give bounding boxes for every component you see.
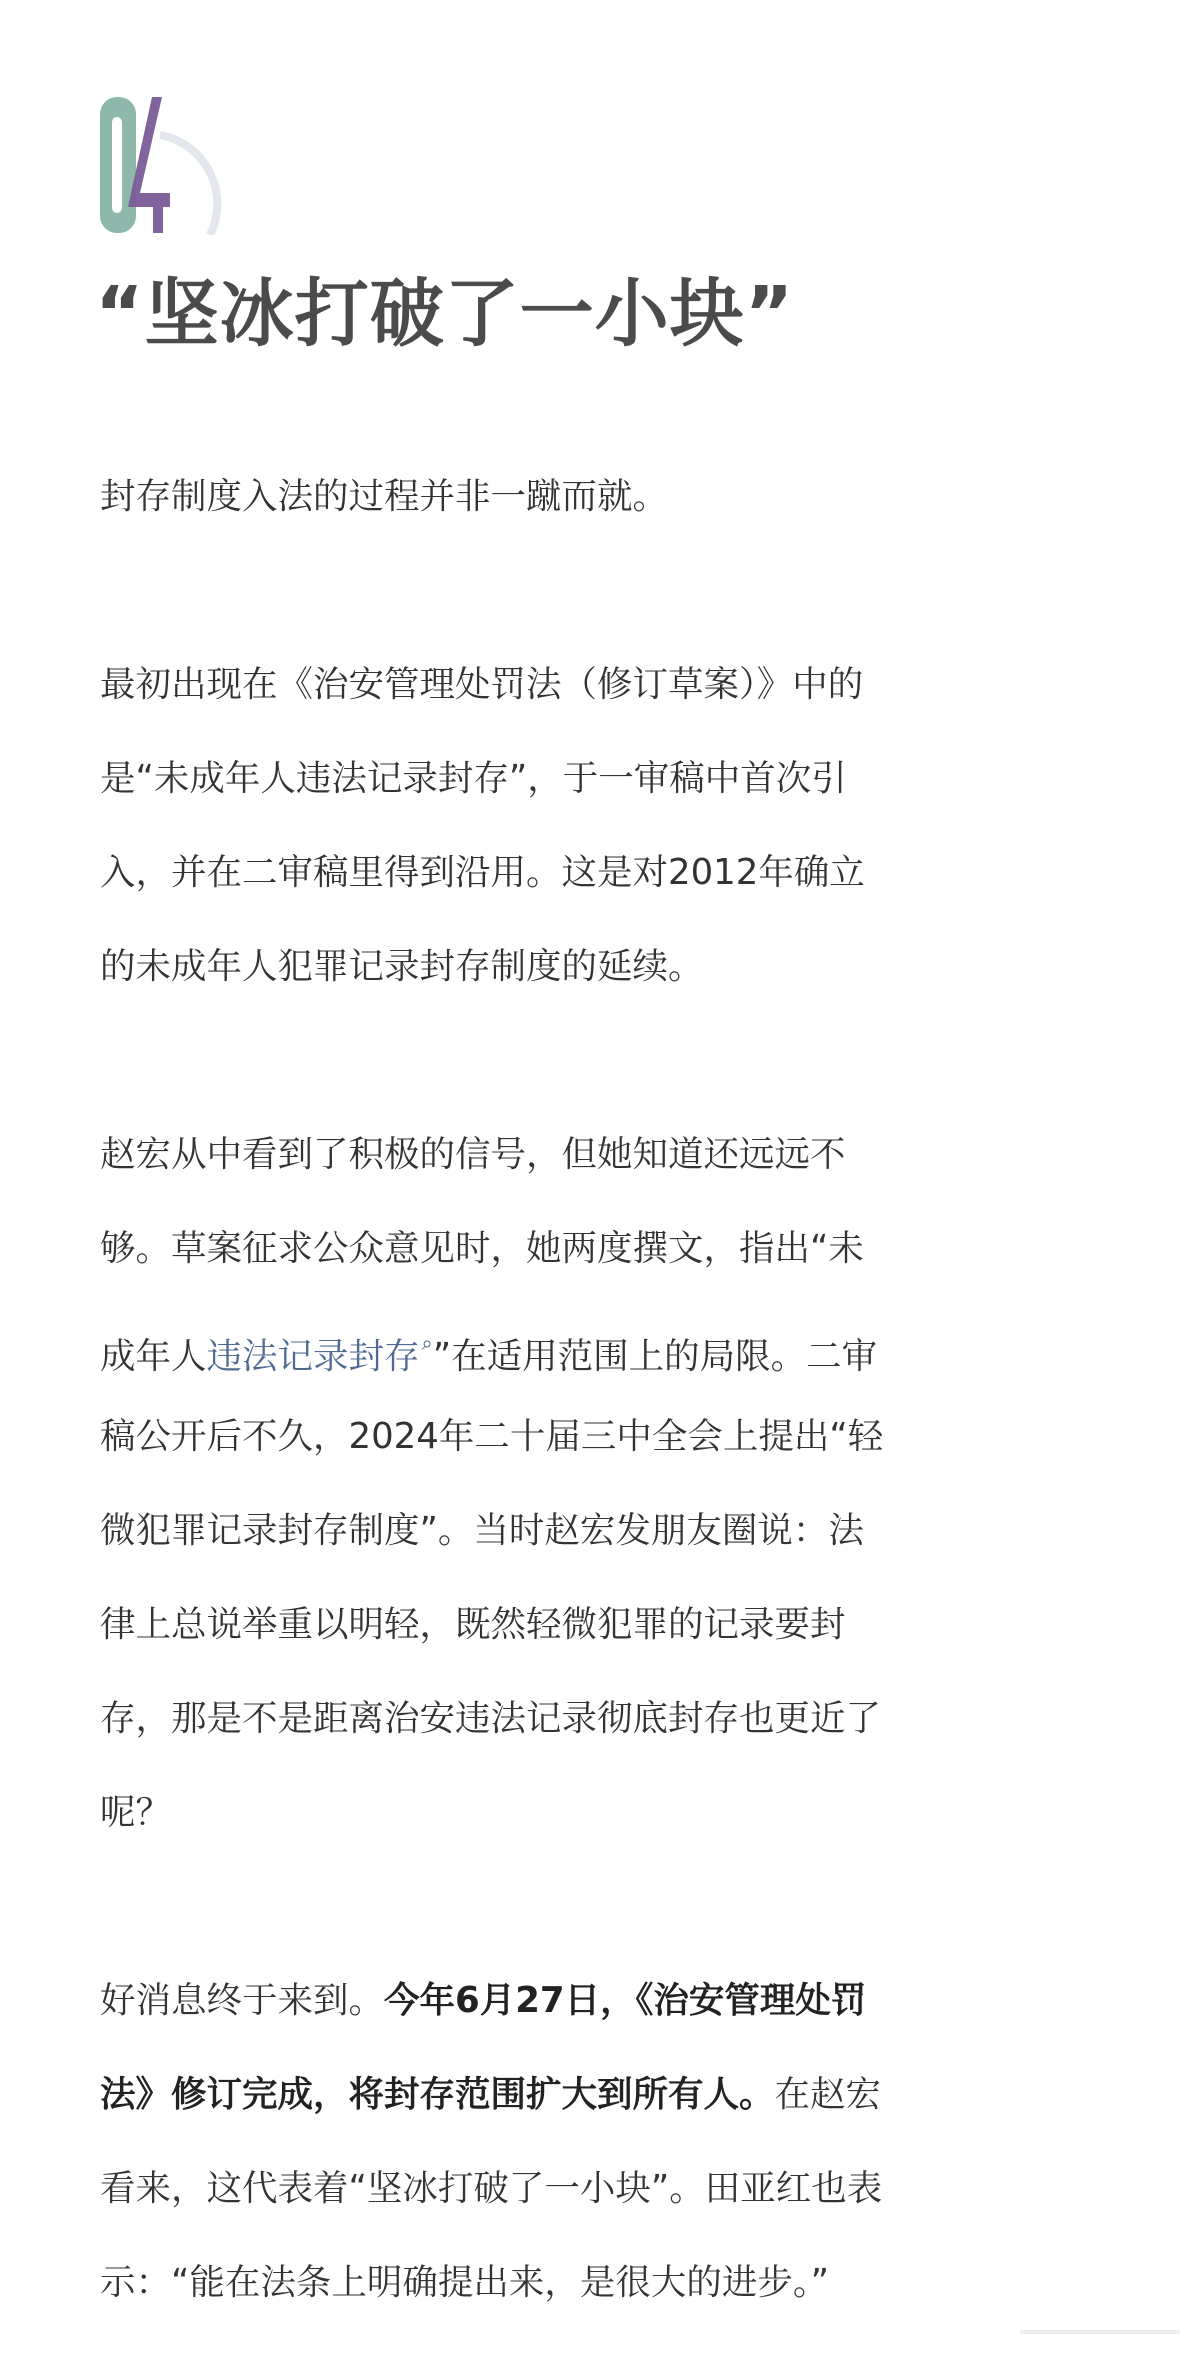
text: 的未成年人犯罪记录封存制度的延续。 — [100, 946, 704, 987]
paragraph — [100, 1108, 1110, 1860]
text-line — [100, 1766, 1110, 1860]
text: 好消息终于来到。 — [100, 1980, 385, 2021]
bold-text: 法》修订完成，将封存范围扩大到所有人。 — [100, 2074, 775, 2115]
text: 够。草案征求公众意见时，她两度撰文，指出“未 — [100, 1228, 864, 1269]
paragraph-gap — [100, 1014, 1110, 1108]
search-icon[interactable]: ⌕ — [421, 1331, 433, 1355]
text-line — [100, 638, 1110, 732]
paragraph-gap — [100, 544, 1110, 638]
text-line — [100, 1954, 1110, 2048]
text: 看来，这代表着“坚冰打破了一小块”。田亚红也表 — [100, 2168, 883, 2209]
text: ”在适用范围上的局限。二审 — [432, 1336, 878, 1377]
paragraph-gap — [100, 1860, 1110, 1954]
search-link[interactable]: 违法记录封存 — [206, 1336, 420, 1377]
text-line — [100, 1296, 1110, 1390]
text-line — [100, 1672, 1110, 1766]
text-line — [100, 826, 1110, 920]
text: 存，那是不是距离治安违法记录彻底封存也更近了 — [100, 1698, 882, 1739]
scrollbar[interactable] — [1020, 2330, 1180, 2334]
text: 入，并在二审稿里得到沿用。这是对2012年确立 — [100, 852, 865, 893]
text-line — [100, 1202, 1110, 1296]
text-line — [100, 2142, 1110, 2236]
arc-decoration — [160, 135, 217, 235]
section-number-logo — [100, 95, 230, 239]
section-title: “坚冰打破了一小块” — [95, 271, 795, 357]
text: 在赵宏 — [774, 2074, 882, 2115]
text-line — [100, 450, 1110, 544]
text-line — [100, 1578, 1110, 1672]
text: 呢？ — [100, 1792, 172, 1833]
text: 是“未成年人违法记录封存”，于一审稿中首次引 — [100, 758, 847, 799]
text: 最初出现在《治安管理处罚法（修订草案）》中的 — [100, 664, 864, 705]
article-body — [100, 450, 1110, 2330]
paragraph — [100, 1954, 1110, 2330]
text: 稿公开后不久，2024年二十届三中全会上提出“轻 — [100, 1416, 884, 1457]
text-line — [100, 1108, 1110, 1202]
text: 律上总说举重以明轻，既然轻微犯罪的记录要封 — [100, 1604, 846, 1645]
text-line — [100, 732, 1110, 826]
text-line — [100, 1390, 1110, 1484]
text: 赵宏从中看到了积极的信号，但她知道还远远不 — [100, 1134, 846, 1175]
paragraph — [100, 450, 1110, 544]
text: 示：“能在法条上明确提出来，是很大的进步。” — [100, 2262, 830, 2303]
text-line — [100, 1484, 1110, 1578]
text: 成年人 — [100, 1336, 207, 1377]
text: 封存制度入法的过程并非一蹴而就。 — [100, 476, 669, 517]
text-line — [100, 920, 1110, 1014]
paragraph — [100, 638, 1110, 1014]
text-line — [100, 2048, 1110, 2142]
bold-text: 今年6月27日，《治安管理处罚 — [384, 1980, 867, 2021]
text-line — [100, 2236, 1110, 2330]
text: 微犯罪记录封存制度”。当时赵宏发朋友圈说：法 — [100, 1510, 864, 1551]
